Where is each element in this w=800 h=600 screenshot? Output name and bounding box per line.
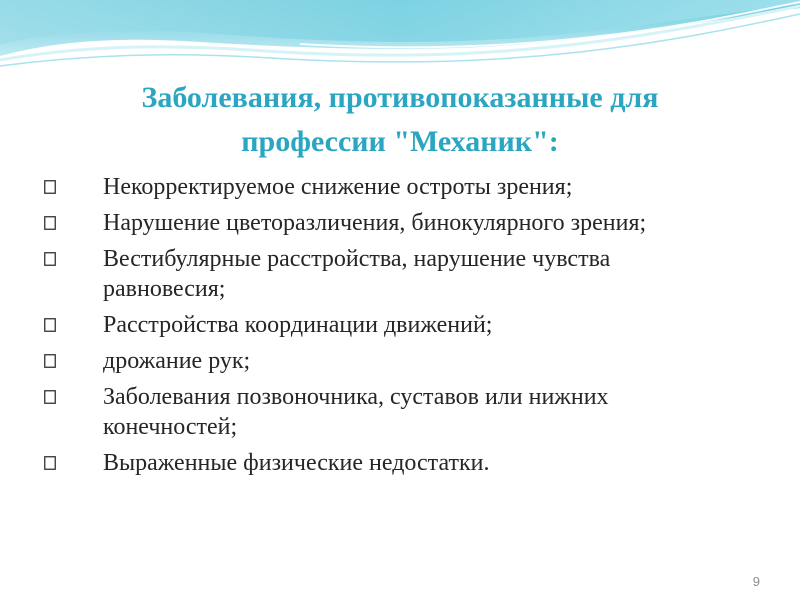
bullet-text: Заболевания позвоночника, суставов или нижних конечностей; [103, 384, 609, 440]
bullet-text: Некорректируемое снижение остроты зрения; [103, 174, 573, 200]
bullet-item-3 [44, 244, 734, 304]
wave-header-decoration [0, 0, 800, 78]
bullet-item-2 [44, 208, 734, 238]
bullet-text: Выраженные физические недостатки. [103, 450, 490, 476]
bullet-item-7 [44, 448, 734, 478]
bullet-item-4 [44, 310, 734, 340]
bullet-text: Нарушение цветоразличения, бинокулярного зрения; [103, 210, 647, 236]
slide-title-line-1: Заболевания, противопоказанные для [141, 81, 659, 114]
hollow-square-icon [44, 448, 60, 478]
page-number: 9 [752, 574, 760, 589]
bullet-text: дрожание рук; [103, 348, 251, 374]
hollow-square-icon [44, 382, 60, 412]
bullet-item-1 [44, 172, 734, 202]
bullet-text: Вестибулярные расстройства, нарушение чувства равновесия; [103, 246, 611, 302]
hollow-square-icon [44, 172, 60, 202]
bullet-text: Расстройства координации движений; [103, 312, 493, 338]
bullet-item-5 [44, 346, 734, 376]
hollow-square-icon [44, 346, 60, 376]
slide-title [40, 76, 760, 164]
bullet-item-6 [44, 382, 734, 442]
hollow-square-icon [44, 310, 60, 340]
bullet-list [44, 172, 734, 484]
hollow-square-icon [44, 244, 60, 274]
slide-title-line-2: профессии "Механик": [241, 125, 559, 158]
hollow-square-icon [44, 208, 60, 238]
